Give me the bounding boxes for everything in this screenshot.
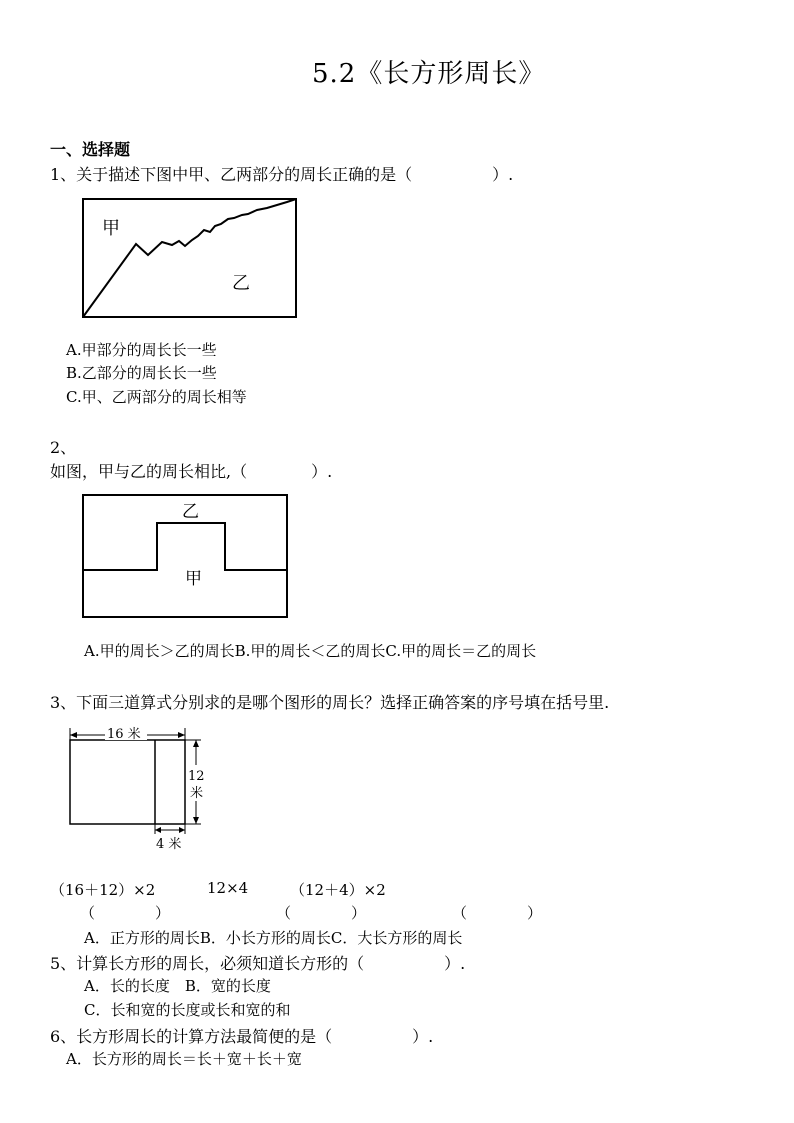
q6-options-line1: A．长方形的周长＝长＋宽＋长＋宽 bbox=[66, 1050, 302, 1068]
q1-label-yi: 乙 bbox=[232, 273, 250, 294]
q2-label-jia: 甲 bbox=[185, 569, 202, 589]
page-title: 5.2《长方形周长》 bbox=[312, 59, 546, 89]
q1-stem: 1、关于描述下图中甲、乙两部分的周长正确的是（ ）. bbox=[50, 165, 514, 184]
q1-option-a: A.甲部分的周长长一些 bbox=[66, 341, 217, 359]
q3-expression-1: （16＋12）×2 bbox=[50, 881, 156, 899]
q3-expression-3: （12＋4）×2 bbox=[290, 881, 386, 899]
q5-options-line1: A．长的长度 B．宽的长度 bbox=[84, 977, 271, 995]
q5-options-line2: C．长和宽的长度或长和宽的和 bbox=[84, 1001, 291, 1019]
q2-figure bbox=[82, 494, 289, 619]
q3-options: A．正方形的周长B．小长方形的周长C．大长方形的周长 bbox=[84, 929, 463, 947]
q3-dim-right-number: 12 bbox=[188, 769, 205, 784]
q2-step-boundary-line bbox=[83, 523, 287, 570]
q3-answer-blank-3[interactable]: （ ） bbox=[452, 904, 543, 922]
q1-wavy-boundary-line bbox=[83, 199, 296, 317]
q2-label-yi: 乙 bbox=[182, 502, 199, 522]
q3-figure bbox=[60, 720, 210, 855]
q1-label-jia: 甲 bbox=[102, 218, 120, 239]
q3-expression-2: 12×4 bbox=[207, 879, 249, 897]
q1-figure bbox=[82, 198, 298, 320]
q3-dim-top: 16 米 bbox=[107, 727, 141, 742]
q3-dim-right-unit: 米 bbox=[190, 786, 204, 801]
q3-big-rectangle bbox=[70, 740, 185, 824]
section-heading: 一、选择题 bbox=[50, 140, 131, 159]
q2-number: 2、 bbox=[50, 438, 77, 457]
q2-options: A.甲的周长＞乙的周长B.甲的周长＜乙的周长C.甲的周长＝乙的周长 bbox=[84, 642, 537, 660]
q3-answer-blank-2[interactable]: （ ） bbox=[276, 904, 367, 922]
q1-outer-rectangle bbox=[83, 199, 296, 317]
q3-answer-blank-1[interactable]: （ ） bbox=[80, 904, 171, 922]
q2-stem: 如图，甲与乙的周长相比,（ ）. bbox=[50, 462, 333, 481]
q3-stem: 3、下面三道算式分别求的是哪个图形的周长？选择正确答案的序号填在括号里. bbox=[50, 693, 610, 712]
q5-stem: 5、计算长方形的周长，必须知道长方形的（ ）. bbox=[50, 954, 466, 973]
q1-option-b: B.乙部分的周长长一些 bbox=[66, 364, 217, 382]
q6-stem: 6、长方形周长的计算方法最简便的是（ ）. bbox=[50, 1027, 434, 1046]
q1-option-c: C.甲、乙两部分的周长相等 bbox=[66, 388, 247, 406]
q3-dim-bottom: 4 米 bbox=[156, 837, 182, 852]
